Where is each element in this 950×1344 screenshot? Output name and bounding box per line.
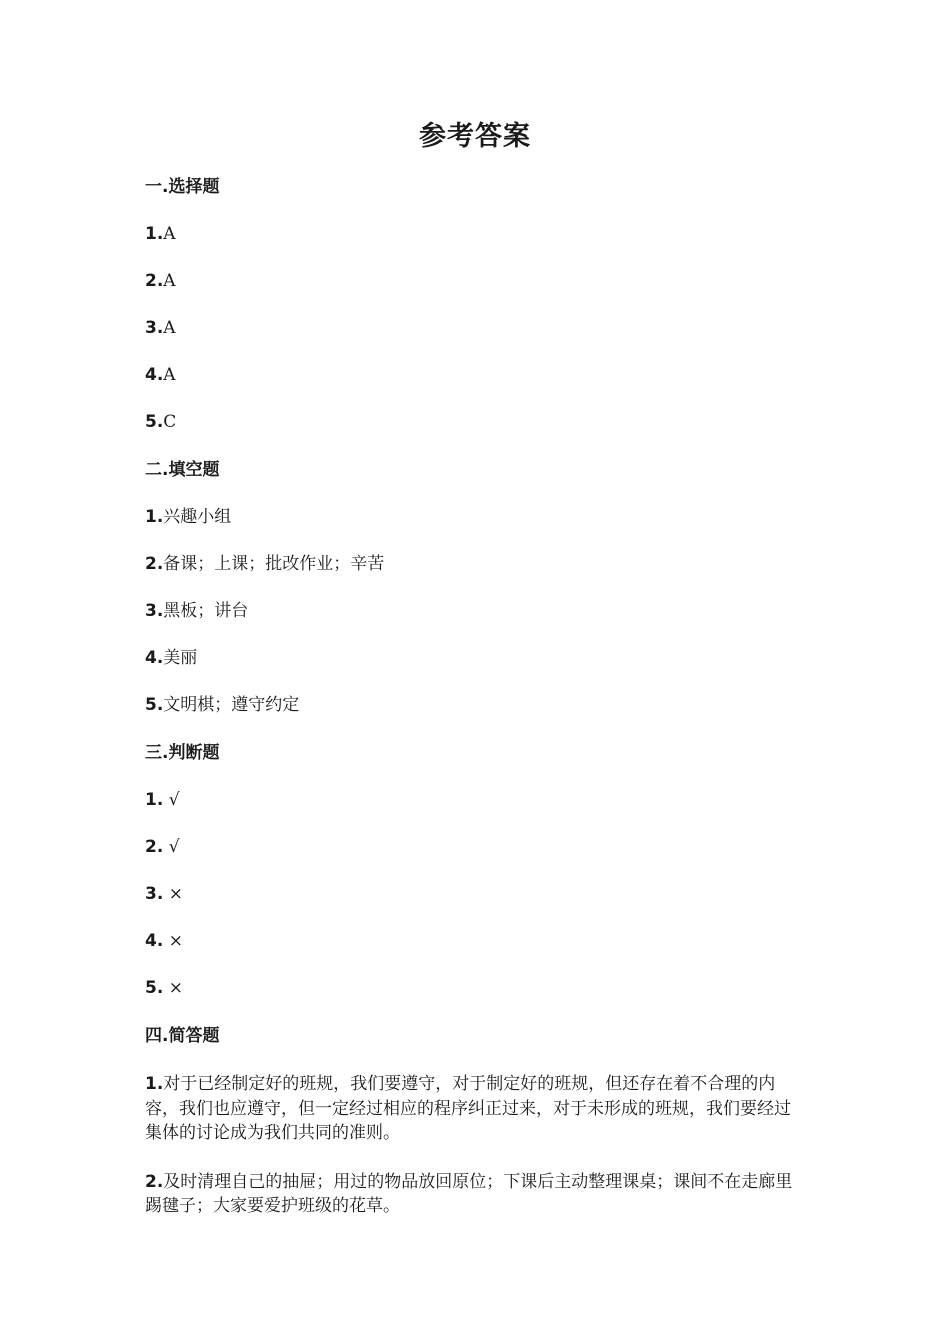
answer-item: 3. × — [145, 884, 183, 904]
answer-item: 2. √ — [145, 837, 180, 857]
section-short-answer — [145, 1025, 805, 1243]
answer-item: 1.兴趣小组 — [145, 507, 232, 527]
answer-item: 2.A — [145, 271, 176, 291]
answer-paragraph: 1.对于已经制定好的班规，我们要遵守，对于制定好的班规，但还存在着不合理的内容，我们也应遵守，但一定经过相应的程序纠正过来，对于未形成的班规，我们要经过集体的讨论成为我们共同的准则。 — [145, 1074, 791, 1143]
answer-item: 1. √ — [145, 790, 180, 810]
answer-item: 1.A — [145, 224, 176, 244]
section-heading: 一.选择题 — [145, 177, 220, 197]
answer-item: 3.A — [145, 318, 176, 338]
section-fill-blank — [145, 459, 805, 741]
section-true-false — [145, 742, 805, 1024]
answer-item: 2.备课；上课；批改作业；辛苦 — [145, 554, 385, 574]
section-heading: 四.简答题 — [145, 1026, 220, 1046]
section-heading: 三.判断题 — [145, 743, 220, 763]
answer-item: 5.文明棋；遵守约定 — [145, 695, 300, 715]
answer-item: 5. × — [145, 978, 183, 998]
answer-item: 3.黑板；讲台 — [145, 601, 249, 621]
answer-paragraph: 2.及时清理自己的抽屉；用过的物品放回原位；下课后主动整理课桌；课间不在走廊里踢毽子；大家要爱护班级的花草。 — [145, 1171, 793, 1216]
answer-item: 4.A — [145, 365, 176, 385]
section-heading: 二.填空题 — [145, 460, 220, 480]
answer-item: 5.C — [145, 412, 177, 432]
answer-item: 4. × — [145, 931, 183, 951]
section-choice — [145, 176, 805, 458]
answer-item: 4.美丽 — [145, 648, 198, 668]
page-title: 参考答案 — [419, 121, 531, 152]
